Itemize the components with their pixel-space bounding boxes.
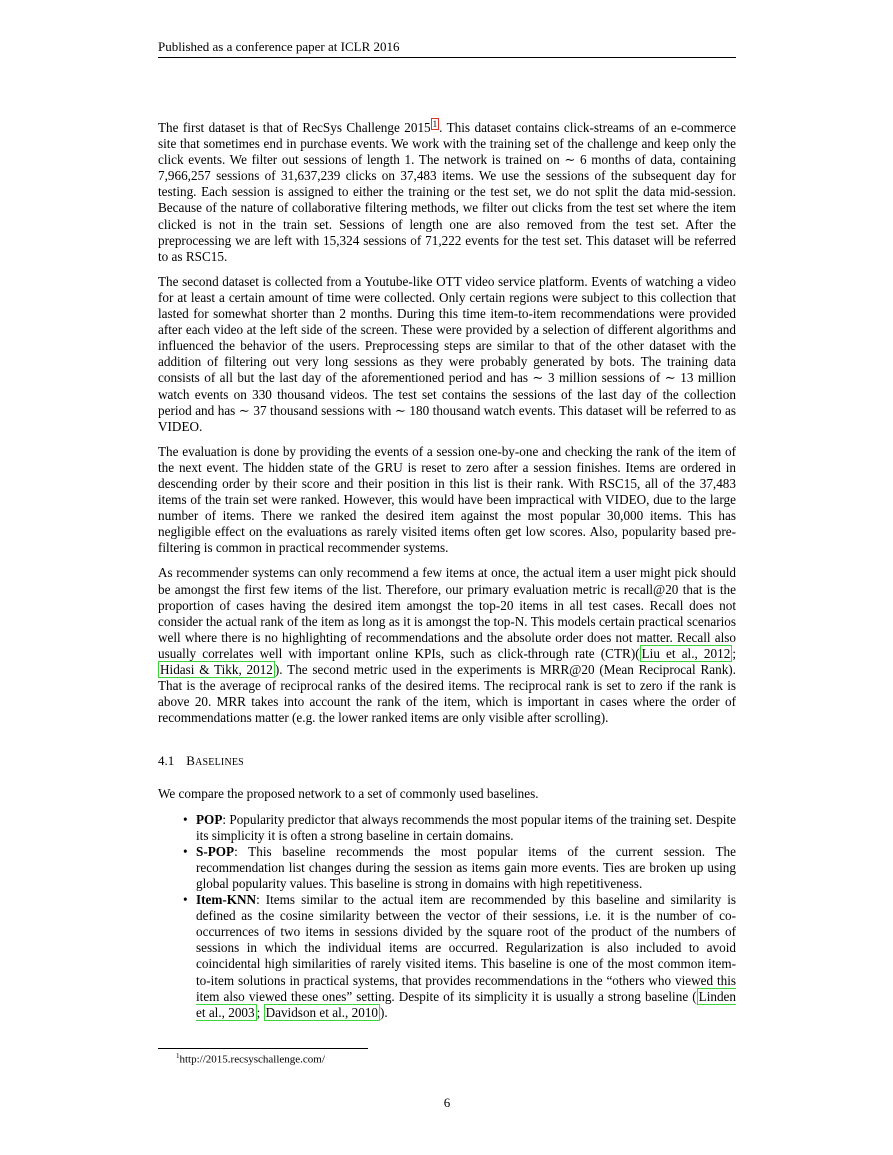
list-item <box>183 892 736 1021</box>
section-number: 4.1 <box>158 753 175 769</box>
list-item <box>183 843 736 892</box>
paragraph-metrics <box>158 565 736 726</box>
paragraph-text: The first dataset is that of RecSys Challenge 2015 <box>158 120 431 135</box>
baseline-description: : This baseline recommends the most popular items of the current session. The recommendation list changes during the session as items gain more events. Ties are broken up using global popularity values. This baseline is strong in domains with high repetitiveness. <box>196 843 736 891</box>
paragraph-text: . This dataset contains click-streams of an e-commerce site that sometimes end in purchase events. We work with the training set of the challenge and keep only the click events. We filter out sessions of length 1. The network is trained on ∼ 6 months of data, containing 7,966,257 sessions of 31,637,239 clicks on 37,483 items. We use the sessions of the subsequent day for testing. Each session is assigned to either the training or the test set, we do not split the data mid-session. Because of the nature of collaborative filtering methods, we filter out clicks from the test set where the item clicked is not in the train set. Sessions of length one are also removed from the test set. After the preprocessing we are left with 15,324 sessions of 71,222 events for the test set. This dataset will be referred to as RSC15. <box>158 120 736 264</box>
section-title-initial: B <box>186 753 196 769</box>
page-number: 6 <box>443 1095 451 1110</box>
footnote-divider <box>158 1048 368 1049</box>
baselines-intro: We compare the proposed network to a set of commonly used baselines. <box>158 786 539 802</box>
bullet-icon: • <box>183 811 188 827</box>
footnote-mark: 1 <box>176 1052 180 1060</box>
section-heading <box>158 753 736 771</box>
citation-link[interactable]: Linden et al., 2003 <box>196 988 736 1020</box>
bullet-icon: • <box>183 843 188 859</box>
baselines-list <box>158 812 736 1021</box>
footnote-link[interactable]: 1 <box>432 118 438 129</box>
paragraph-dataset-rsc15 <box>158 120 736 265</box>
bullet-icon: • <box>183 892 188 908</box>
main-text <box>158 120 736 1021</box>
baseline-term: Item-KNN <box>196 892 257 908</box>
citation-separator: ; <box>732 645 736 661</box>
baseline-term: POP <box>196 811 223 827</box>
baseline-term: S-POP <box>196 843 235 859</box>
citation-link[interactable]: Davidson et al., 2010 <box>265 1004 379 1020</box>
baseline-description: : Popularity predictor that always recommends the most popular items of the training set. Despite its simplicity it is often a strong baseline in certain domains. <box>196 811 736 843</box>
section-title-rest: ASELINES <box>195 757 244 769</box>
baseline-description: : Items similar to the actual item are recommended by this baseline and similarity is defined as the cosine similarity between the vector of their sessions, i.e. it is the number of co-occurrences of two items in sessions divided by the square root of the product of the numbers of sessions in which the individual items are occurred. Regularization is also included to avoid coincidental high similarities of rarely visited items. This baseline is one of the most common item-to-item solutions in practical systems, that provides recommendations in the “others who viewed this item also viewed these ones” setting. Despite of its simplicity it is usually a strong baseline ( <box>196 892 736 1004</box>
list-item <box>183 811 736 844</box>
citation-close: ). <box>380 1004 388 1020</box>
citation-link[interactable]: Liu et al., 2012 <box>641 645 731 661</box>
paragraph-text: ). The second metric used in the experiments is MRR@20 (Mean Reciprocal Rank). That is the average of reciprocal ranks of the desired items. The reciprocal rank is set to zero if the rank is above 20. MRR takes into account the rank of the item, which is important in cases where the order of recommendations matter (e.g. the lower ranked items are only visible after scrolling). <box>158 662 736 726</box>
citation-link[interactable]: Hidasi & Tikk, 2012 <box>160 662 273 677</box>
footnote-url[interactable]: http://2015.recsyschallenge.com/ <box>179 1053 325 1066</box>
running-header: Published as a conference paper at ICLR 2016 <box>158 39 736 58</box>
footnote <box>176 1052 325 1066</box>
paragraph-text: As recommender systems can only recommend a few items at once, the actual item a user might pick should be amongst the first few items of the list. Therefore, our primary evaluation metric is recall@20 that is the proportion of cases having the desired item amongst the top-20 items in all test cases. Recall does not consider the actual rank of the item as long as it is amongst the top-N. This models certain practical scenarios well where there is no highlighting of recommendations and the absolute order does not matter. Recall also usually correlates well with important online KPIs, such as click-through rate (CTR)( <box>158 565 736 661</box>
paragraph-dataset-video: The second dataset is collected from a Youtube-like OTT video service platform. Events of watching a video for at least a certain amount of time were collected. Only certain regions were subject to this collection that lasted for somewhat shorter than 2 months. During this time item-to-item recommendations were provided after each video at the left side of the screen. These were provided by a selection of different algorithms and influenced the behavior of the users. Preprocessing steps are similar to that of the other dataset with the addition of filtering out very long sessions as they were probably generated by bots. The training data consists of all but the last day of the aforementioned period and has ∼ 3 million sessions of ∼ 13 million watch events on 330 thousand videos. The test set contains the sessions of the last day of the collection period and has ∼ 37 thousand sessions with ∼ 180 thousand watch events. This dataset will be referred to as VIDEO. <box>158 273 736 434</box>
paragraph-evaluation: The evaluation is done by providing the events of a session one-by-one and checking the rank of the item of the next event. The hidden state of the GRU is reset to zero after a session finishes. Items are ordered in descending order by their score and their position in this list is their rank. With RSC15, all of the 37,483 items of the train set were ranked. However, this would have been impractical with VIDEO, due to the large number of items. There we ranked the desired item against the most popular 30,000 items. This has negligible effect on the evaluations as rarely visited items often get low scores. Also, popularity based pre-filtering is common in practical recommender systems. <box>158 443 736 556</box>
citation-separator: ; <box>256 1004 264 1020</box>
